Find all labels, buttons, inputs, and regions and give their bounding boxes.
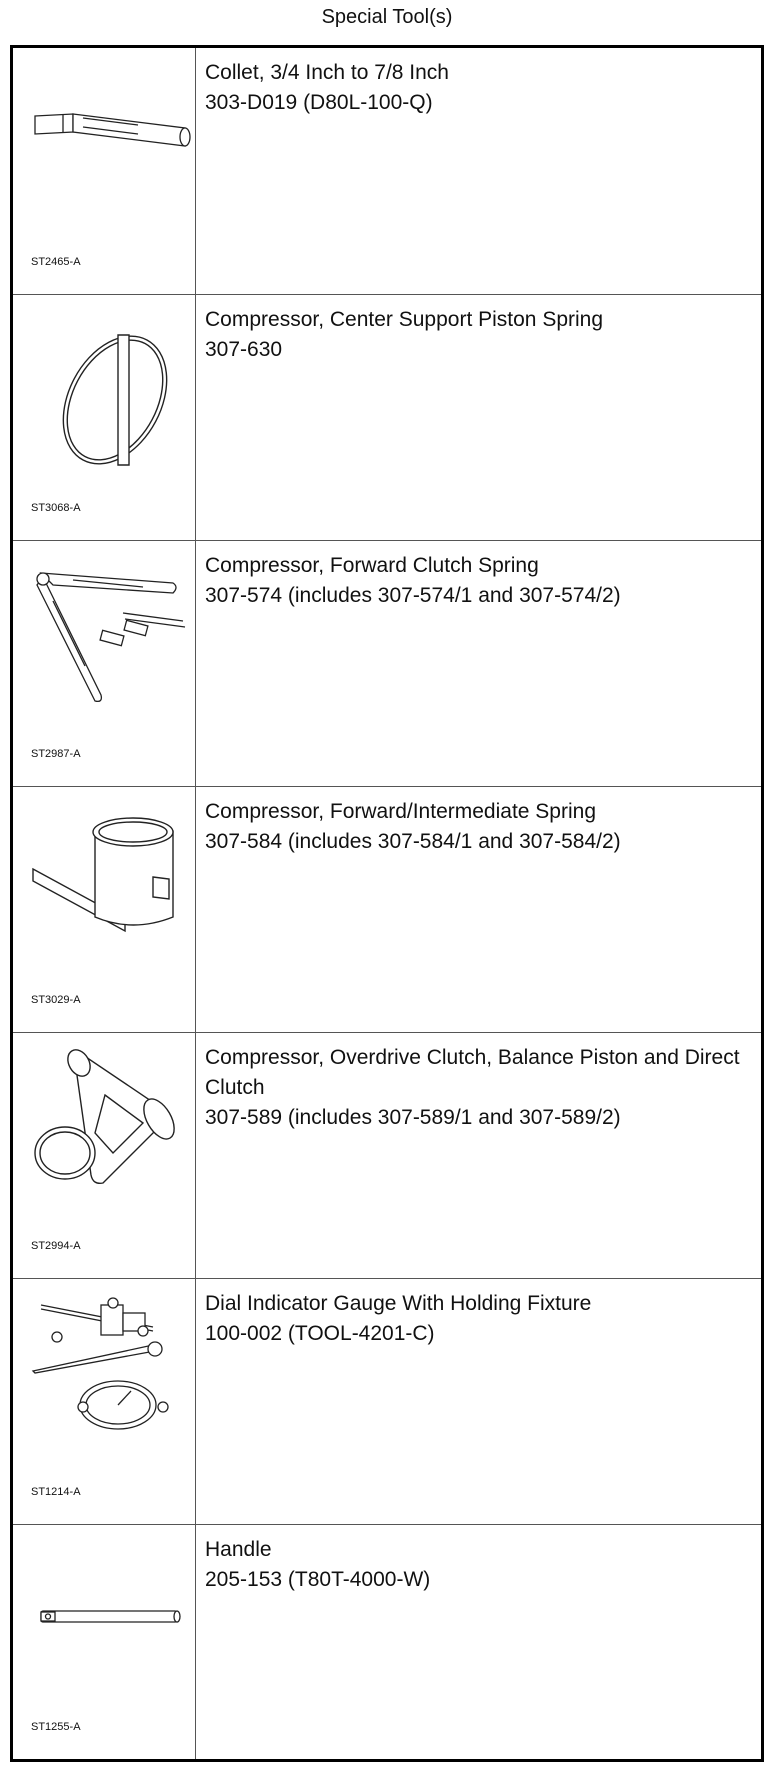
tool-row [13,540,761,786]
tool-number: 205-153 (T80T-4000-W) [205,1568,431,1591]
figure-id: ST2465-A [31,256,81,268]
tool-image-cell [13,48,196,294]
tool-number: 100-002 (TOOL-4201-C) [205,1322,435,1345]
figure-id: ST2987-A [31,748,81,760]
tool-image-cell [13,1525,196,1759]
tool-number: 307-630 [205,338,283,361]
tool-row [13,294,761,540]
tool-image-cell [13,1279,196,1524]
tool-number: 307-574 (includes 307-574/1 and 307-574/2) [205,584,621,607]
tool-name: Compressor, Overdrive Clutch, Balance Piston and Direct Clutch [205,1046,740,1099]
tool-row [13,786,761,1032]
tool-description [205,1043,753,1133]
tool-row [13,1032,761,1278]
tool-image-cell [13,1033,196,1278]
tool-row [13,1278,761,1524]
tool-row [13,48,761,294]
tool-name: Dial Indicator Gauge With Holding Fixture [205,1292,592,1315]
tool-row [13,1524,761,1759]
tool-description [205,305,753,365]
figure-id: ST3029-A [31,994,81,1006]
tool-number: 307-589 (includes 307-589/1 and 307-589/2) [205,1106,621,1129]
figure-id: ST3068-A [31,502,81,514]
tool-name: Handle [205,1538,272,1561]
tool-name: Compressor, Center Support Piston Spring [205,308,604,331]
tool-description [205,58,753,118]
tool-number: 307-584 (includes 307-584/1 and 307-584/2) [205,830,621,853]
tool-description [205,1535,753,1595]
tool-image-cell [13,787,196,1032]
tool-description [205,1289,753,1349]
page-title: Special Tool(s) [321,6,453,28]
tool-name: Compressor, Forward/Intermediate Spring [205,800,596,823]
tool-number: 303-D019 (D80L-100-Q) [205,91,433,114]
figure-id: ST2994-A [31,1240,81,1252]
tool-image-cell [13,295,196,540]
tool-description [205,797,753,857]
tool-description [205,551,753,611]
special-tools-table [10,45,764,1762]
figure-id: ST1214-A [31,1486,81,1498]
figure-id: ST1255-A [31,1721,81,1733]
tool-name: Collet, 3/4 Inch to 7/8 Inch [205,61,449,84]
tool-image-cell [13,541,196,786]
tool-name: Compressor, Forward Clutch Spring [205,554,539,577]
